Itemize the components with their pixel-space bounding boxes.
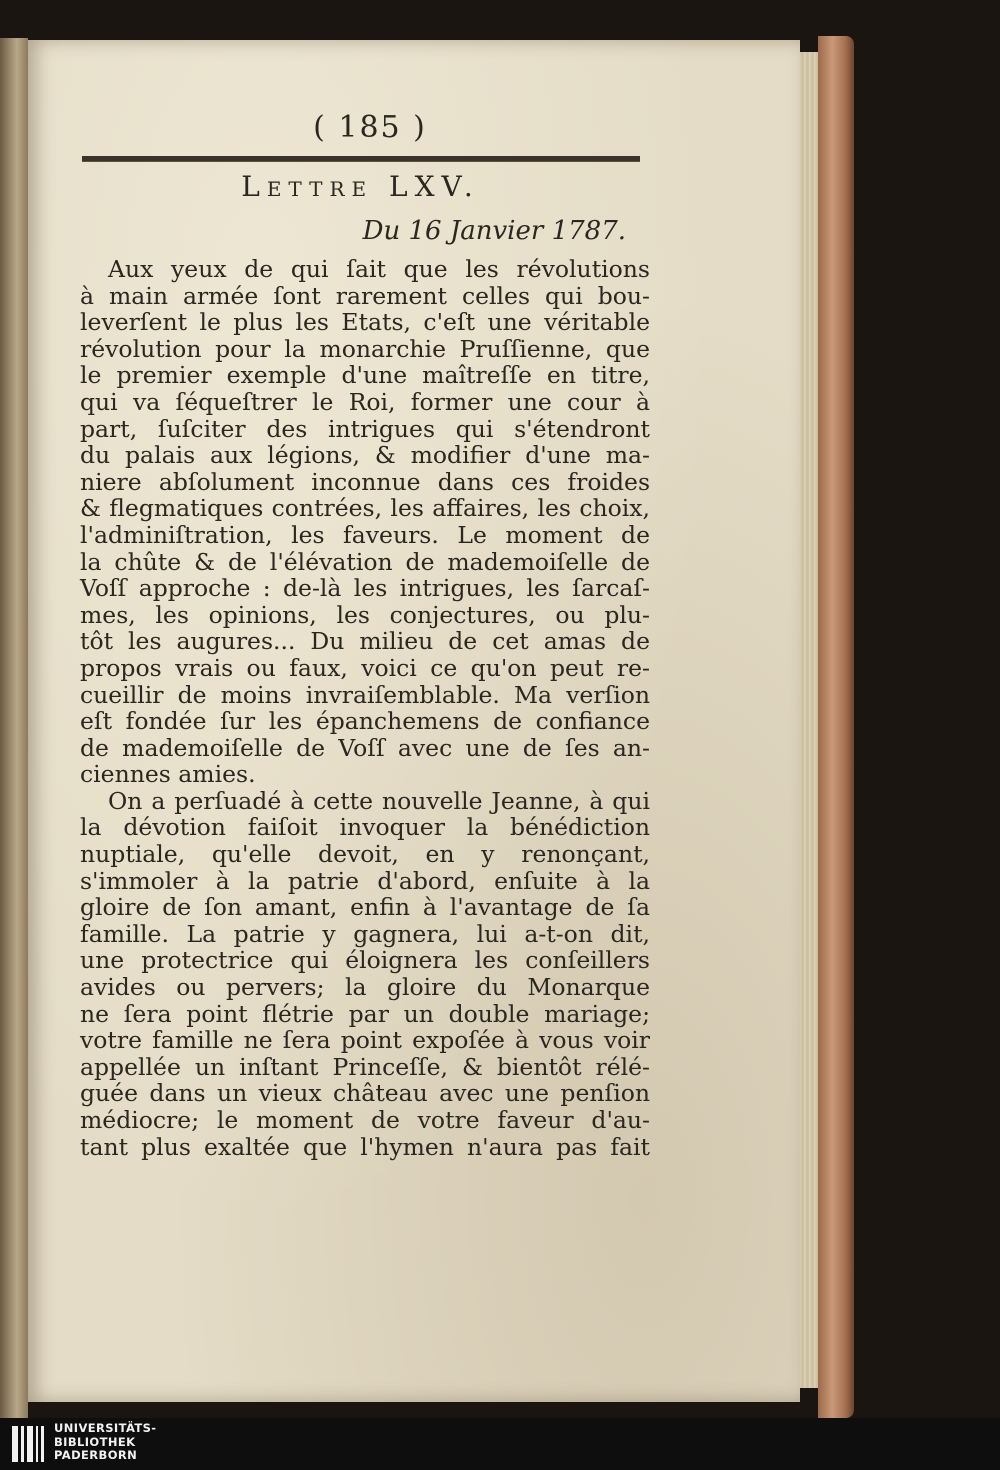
facing-page-edge (0, 38, 28, 1418)
text-line: ne ſera point flétrie par un double mariage; (80, 999, 650, 1028)
text-line: propos vrais ou faux, voici ce qu'on peut re- (80, 653, 650, 682)
text-line: la dévotion faiſoit invoquer la bénédiction (80, 813, 650, 842)
text-line: une protectrice qui éloignera les conſeillers (80, 946, 650, 975)
library-logo-icon (10, 1422, 46, 1466)
text-line: famille. La patrie y gagnera, lui a-t-on dit, (80, 919, 650, 948)
text-line: nuptiale, qu'elle devoit, en y renonçant, (80, 840, 650, 869)
header-rule (82, 156, 640, 162)
text-line: On a perſuadé à cette nouvelle Jeanne, à qui (108, 786, 650, 815)
library-logo-line: UNIVERSITÄTS- (54, 1421, 157, 1435)
text-line: s'immoler à la patrie d'abord, enſuite à la (80, 866, 650, 895)
body-text (80, 256, 650, 1160)
text-line: tôt les augures... Du milieu de cet amas de (80, 627, 650, 656)
library-logo-text (54, 1422, 254, 1463)
letter-title: Lettre LXV. (241, 170, 480, 203)
text-line: l'adminiſtration, les faveurs. Le moment de (80, 520, 650, 549)
text-line: médiocre; le moment de votre faveur d'au- (80, 1106, 650, 1134)
page-number: ( 185 ) (313, 110, 427, 145)
text-line: niere abſolument inconnue dans ces froides (80, 467, 650, 496)
text-line: mes, les opinions, les conjectures, ou plu- (80, 600, 650, 629)
text-line: ciennes amies. (80, 760, 256, 789)
text-line: le premier exemple d'une maîtreſſe en titre, (80, 361, 650, 390)
text-line: Aux yeux de qui ſait que les révolutions (108, 255, 650, 283)
text-line: leverſent le plus les Etats, c'eſt une véritable (80, 308, 650, 337)
library-logo-line: BIBLIOTHEK (54, 1434, 136, 1449)
text-line: & flegmatiques contrées, les affaires, les choix, (80, 494, 650, 523)
text-line: eſt fondée ſur les épanchemens de confiance (80, 707, 650, 736)
book-cover (818, 36, 854, 1418)
text-line: cueillir de moins invraiſemblable. Ma verſion (80, 680, 650, 709)
text-line: guée dans un vieux château avec une penſion (80, 1079, 650, 1108)
library-logo-line: PADERBORN (54, 1448, 138, 1462)
text-line: révolution pour la monarchie Pruſſienne, que (80, 334, 650, 363)
text-line: de mademoiſelle de Voſſ avec une de ſes an- (80, 733, 650, 762)
text-line: à main armée ſont rarement celles qui bou- (80, 281, 650, 310)
text-line: Voſſ approche : de-là les intrigues, les ſarcaſ- (80, 574, 650, 603)
text-line: la chûte & de l'élévation de mademoiſelle de (80, 547, 650, 576)
text-line: qui va ſéqueſtrer le Roi, former une cour à (80, 387, 650, 416)
text-line: avides ou pervers; la gloire du Monarque (80, 973, 650, 1002)
text-line: votre famille ne ſera point expoſée à vous voir (80, 1026, 650, 1055)
text-line: tant plus exaltée que l'hymen n'aura pas fait (80, 1132, 650, 1161)
text-line: part, ſuſciter des intrigues qui s'étendront (80, 414, 650, 443)
text-line: appellée un inſtant Princeſſe, & bientôt rélé- (80, 1052, 650, 1081)
dateline: Du 16 Janvier 1787. (362, 216, 626, 246)
text-line: du palais aux légions, & modifier d'une ma- (80, 441, 650, 470)
text-line: gloire de ſon amant, enfin à l'avantage de ſa (80, 893, 650, 922)
